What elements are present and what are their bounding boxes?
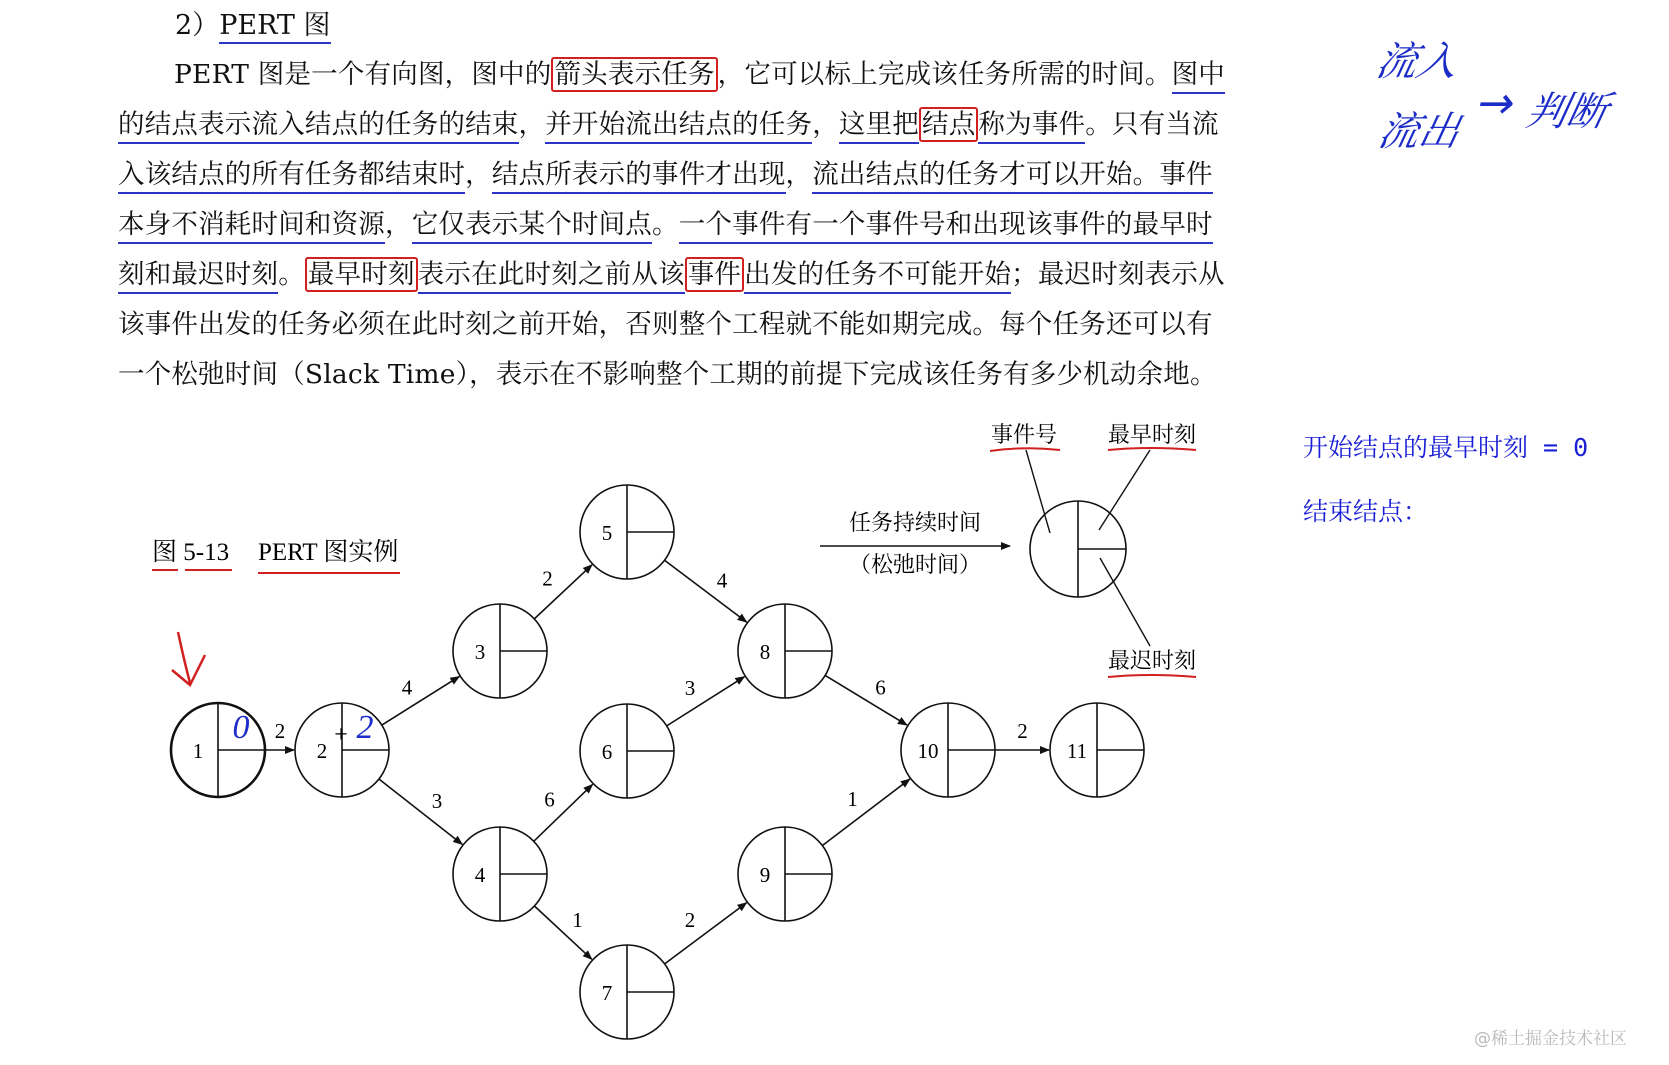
handwritten-judge: 判断 xyxy=(1522,89,1613,135)
boxed-phrase-earliest-time: 最早时刻 xyxy=(305,257,418,292)
text-segment: 。只有当流 xyxy=(1085,109,1219,140)
event-node-7 xyxy=(580,945,674,1039)
red-pointer-arrow xyxy=(172,632,205,685)
text-segment: ， xyxy=(385,209,412,240)
underlined-phrase: 刻和最迟时刻 xyxy=(118,259,278,294)
note-start-node: 开始结点的最早时刻 = 0 xyxy=(1303,433,1589,462)
boxed-phrase-node: 结点 xyxy=(919,107,978,142)
plus-mark: + xyxy=(334,722,348,748)
underlined-phrase: 称为事件 xyxy=(978,109,1085,144)
event-node-11 xyxy=(1050,703,1144,797)
figure-caption xyxy=(152,538,400,573)
underlined-phrase: 入该结点的所有任务都结束时 xyxy=(118,159,465,194)
text-segment: ， xyxy=(518,109,546,140)
event-node-2 xyxy=(295,703,389,797)
text-segment: PERT 图是一个有向图，图中的 xyxy=(174,59,552,90)
edge-duration-label: 2 xyxy=(1017,719,1028,743)
edge-duration-label: 1 xyxy=(847,787,858,811)
underlined-phrase: 本身不消耗时间和资源 xyxy=(118,209,385,244)
text-segment: ， xyxy=(812,109,839,140)
legend-red-underline xyxy=(990,448,1060,451)
underlined-phrase: 结点所表示的事件才出现 xyxy=(492,159,786,194)
text-segment: 。 xyxy=(652,209,679,240)
figure-title: PERT 图实例 xyxy=(258,539,399,566)
legend-earliest-time: 最早时刻 xyxy=(1107,422,1197,447)
event-node-9 xyxy=(738,827,832,921)
legend-leader-line xyxy=(1026,450,1050,533)
legend-latest-time: 最迟时刻 xyxy=(1107,648,1197,673)
text-line-6: 该事件出发的任务必须在此时刻之前开始，否则整个工程就不能如期完成。每个任务还可以有 xyxy=(118,309,1213,340)
node-event-number: 4 xyxy=(474,863,486,887)
underlined-phrase: 。事件 xyxy=(1133,159,1213,194)
edge-6-8 xyxy=(667,677,745,726)
underlined-phrase: 的结点表示流入结点的任务的结束 xyxy=(118,109,519,144)
node-event-number: 2 xyxy=(316,739,328,763)
edge-duration-label: 4 xyxy=(401,675,413,700)
legend-leader-line xyxy=(1100,558,1150,646)
legend-slack-label: （松弛时间） xyxy=(848,552,982,577)
node-event-number: 3 xyxy=(474,640,486,664)
node-event-number: 8 xyxy=(759,640,771,664)
edge-duration-label: 3 xyxy=(684,676,696,700)
underlined-phrase: 出发的任务不可能开始 xyxy=(744,259,1011,294)
node-event-number: 11 xyxy=(1066,739,1088,763)
edge-2-4 xyxy=(379,779,462,844)
figure-number: 图 5-13 xyxy=(152,539,230,566)
edge-duration-label: 1 xyxy=(572,908,583,932)
text-segment: ， xyxy=(785,159,813,190)
edge-4-7 xyxy=(534,906,591,959)
text-segment: ，它可以标上完成该任务所需的时间。 xyxy=(717,59,1172,90)
underlined-phrase: 从该 xyxy=(631,259,684,294)
edge-duration-label: 2 xyxy=(274,719,286,743)
node-earliest-time: 2 xyxy=(356,709,374,746)
node-event-number: 7 xyxy=(601,981,613,1005)
edge-5-8 xyxy=(665,560,747,622)
heading-title: PERT 图 xyxy=(219,10,330,44)
underlined-phrase: 这里把 xyxy=(839,109,919,144)
legend xyxy=(820,422,1196,677)
edge-duration-label: 3 xyxy=(431,789,443,813)
node-event-number: 6 xyxy=(601,740,613,764)
event-node-10 xyxy=(901,703,995,797)
edge-duration-label: 2 xyxy=(542,566,553,591)
legend-duration-label: 任务持续时间 xyxy=(848,510,982,535)
watermark: @稀土掘金技术社区 xyxy=(1474,1029,1627,1049)
legend-red-underline xyxy=(1108,448,1196,450)
edge-4-6 xyxy=(534,784,593,841)
note-end-node: 结束结点： xyxy=(1303,497,1429,526)
underlined-phrase: 流出结点的任务才可以开始 xyxy=(812,159,1132,194)
edge-2-3 xyxy=(382,676,459,725)
boxed-phrase-arrow-task: 箭头表示任务 xyxy=(551,57,717,92)
underlined-phrase: 表示在此时刻之前 xyxy=(418,259,632,294)
edge-duration-label: 6 xyxy=(544,787,555,812)
node-event-number: 1 xyxy=(192,739,204,763)
node-earliest-time: 0 xyxy=(232,709,250,746)
text-segment: 。 xyxy=(278,259,305,290)
legend-red-underline xyxy=(1108,675,1196,677)
node-event-number: 9 xyxy=(759,863,771,887)
edge-duration-label: 2 xyxy=(684,908,696,932)
event-node-6 xyxy=(580,704,674,798)
edge-9-10 xyxy=(822,779,909,845)
underlined-phrase: 并开始流出结点的任务 xyxy=(545,109,812,144)
heading-number: 2） xyxy=(175,10,220,41)
nodes-layer xyxy=(171,485,1144,1039)
node-event-number: 5 xyxy=(601,521,613,545)
edge-duration-label: 4 xyxy=(716,568,728,593)
underlined-phrase: 一个事件有一个事件号和出现该事件的最早时 xyxy=(679,209,1213,244)
text-segment: ， xyxy=(465,159,492,190)
text-segment: ；最迟时刻表示从 xyxy=(1011,259,1225,290)
handwritten-outflow: 流出 xyxy=(1374,109,1465,155)
handwritten-arrow: → xyxy=(1472,78,1521,129)
underlined-phrase: 它仅表示某个时间点 xyxy=(412,209,652,244)
node-event-number: 10 xyxy=(917,739,939,763)
edge-7-9 xyxy=(665,903,747,964)
boxed-phrase-event: 事件 xyxy=(685,257,744,292)
legend-event-number: 事件号 xyxy=(990,422,1058,447)
legend-leader-line xyxy=(1099,450,1150,530)
edge-duration-label: 6 xyxy=(875,675,886,700)
event-node-8 xyxy=(738,604,832,698)
event-node-3 xyxy=(453,604,547,698)
event-node-4 xyxy=(453,827,547,921)
event-node-1 xyxy=(171,703,265,797)
edge-8-10 xyxy=(825,675,907,725)
text-line-7: 一个松弛时间（Slack Time），表示在不影响整个工期的前提下完成该任务有多少机动余地。 xyxy=(118,359,1217,390)
underlined-phrase: 图中 xyxy=(1172,59,1225,94)
event-node-5 xyxy=(580,485,674,579)
handwritten-inflow: 流入 xyxy=(1372,39,1463,85)
